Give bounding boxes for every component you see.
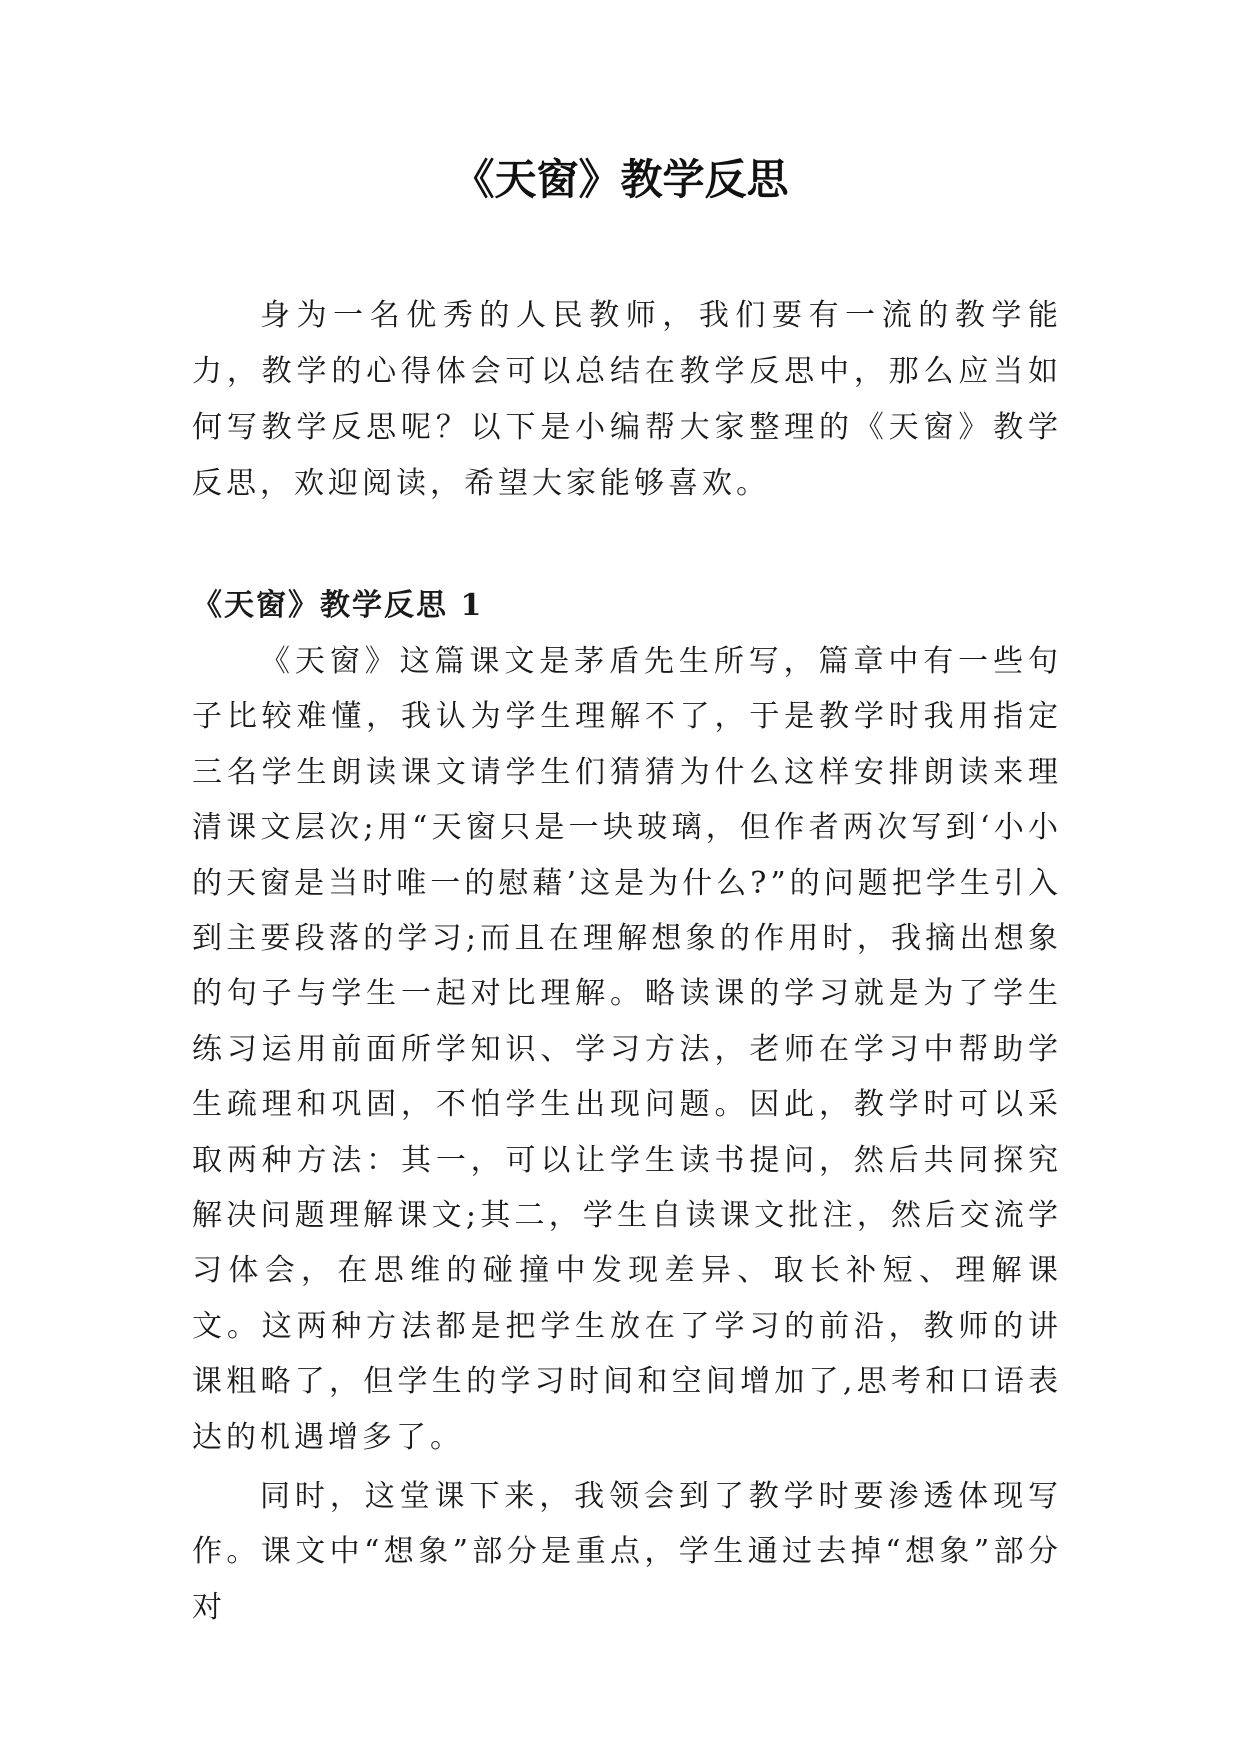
body-paragraph: 《天窗》这篇课文是茅盾先生所写，篇章中有一些句子比较难懂，我认为学生理解不了，于是教学时我用指定三名学生朗读课文请学生们猜猜为什么这样安排朗读来理清课文层次;用“天窗只是一块玻璃，但作者两次写到‘小小的天窗是当时唯一的慰藉’这是为什么?”的问题把学生引入到主要段落的学习;而且在理解想象的作用时，我摘出想象的句子与学生一起对比理解。略读课的学习就是为了学生练习运用前面所学知识、学习方法，老师在学习中帮助学生疏理和巩固，不怕学生出现问题。因此，教学时可以采取两种方法：其一，可以让学生读书提问，然后共同探究解决问题理解课文;其二，学生自读课文批注，然后交流学习体会，在思维的碰撞中发现差异、取长补短、理解课文。这两种方法都是把学生放在了学习的前沿，教师的讲课粗略了，但学生的学习时间和空间增加了,思考和口语表达的机遇增多了。	[192, 644, 1062, 1455]
document-title: 《天窗》教学反思	[452, 155, 789, 204]
body-paragraph: 同时，这堂课下来，我领会到了教学时要渗透体现写作。课文中“想象”部分是重点，学生通过去掉“想象”部分对	[192, 1479, 1062, 1625]
section-heading: 《天窗》教学反思 1	[192, 588, 484, 623]
intro-paragraph: 身为一名优秀的人民教师，我们要有一流的教学能力，教学的心得体会可以总结在教学反思中，那么应当如何写教学反思呢？以下是小编帮大家整理的《天窗》教学反思，欢迎阅读，希望大家能够喜欢。	[192, 298, 1062, 501]
